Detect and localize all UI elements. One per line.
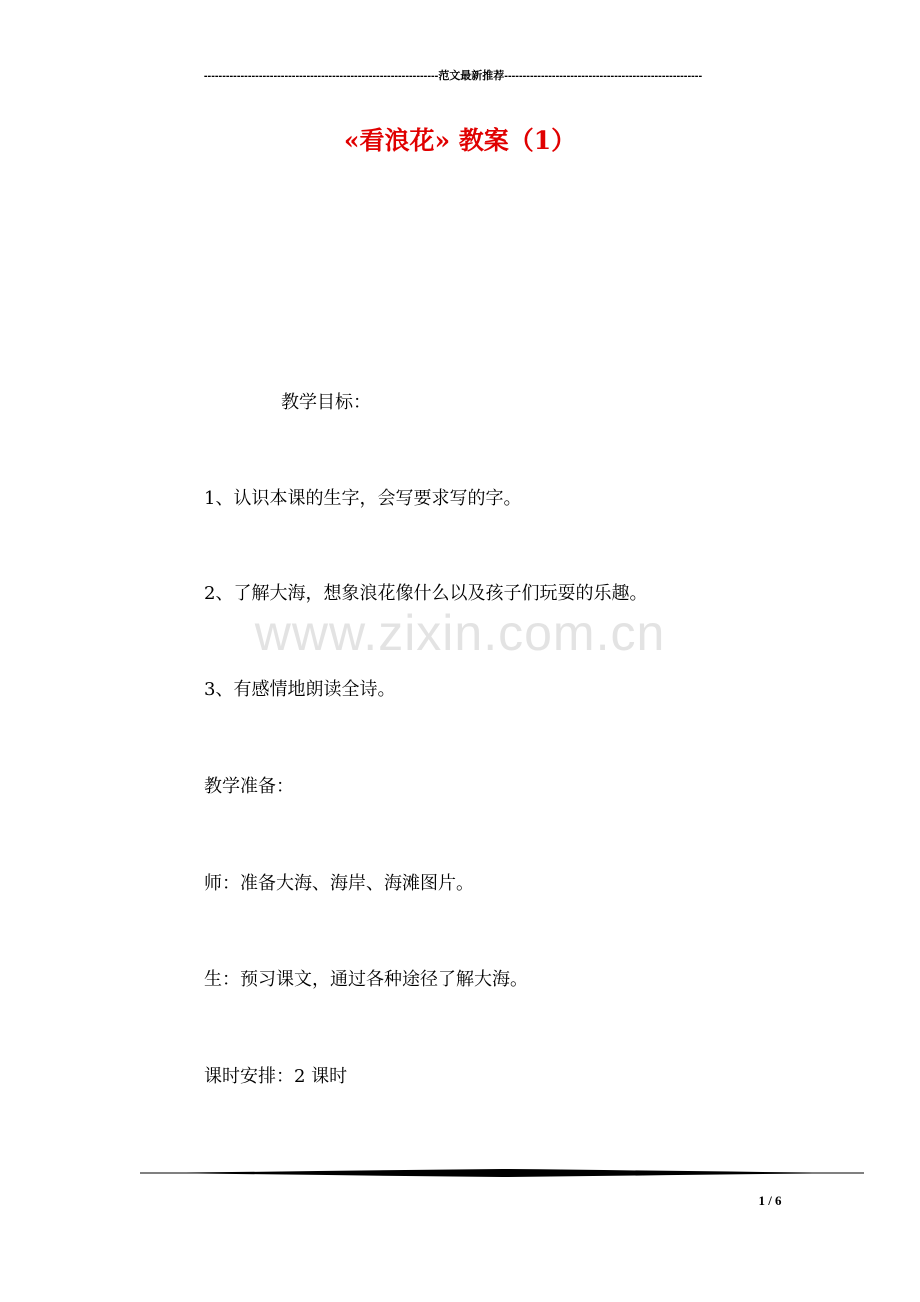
paragraph-teacher-preparation: 师：准备大海、海岸、海滩图片。 [204, 873, 474, 894]
paragraph-teaching-objectives-heading: 教学目标： [281, 392, 371, 413]
header-banner: ----------------------------------------------------------------范文最新推荐------------------------------------------------------ [203, 70, 703, 82]
page-number: 1 / 6 [758, 1193, 782, 1208]
paragraph-objective-3: 3、有感情地朗读全诗。 [204, 679, 396, 700]
paragraph-preparation-heading: 教学准备： [204, 776, 294, 797]
paragraph-objective-2: 2、了解大海，想象浪花像什么以及孩子们玩耍的乐趣。 [204, 583, 648, 604]
paragraph-objective-1: 1、认识本课的生字，会写要求写的字。 [204, 488, 522, 509]
footer-rule [140, 1164, 864, 1182]
paragraph-student-preparation: 生：预习课文，通过各种途径了解大海。 [204, 969, 528, 990]
document-title: «看浪花» 教案（1） [343, 126, 577, 155]
paragraph-class-schedule: 课时安排：2 课时 [204, 1066, 348, 1087]
watermark: www.zixin.com.cn [254, 605, 666, 661]
